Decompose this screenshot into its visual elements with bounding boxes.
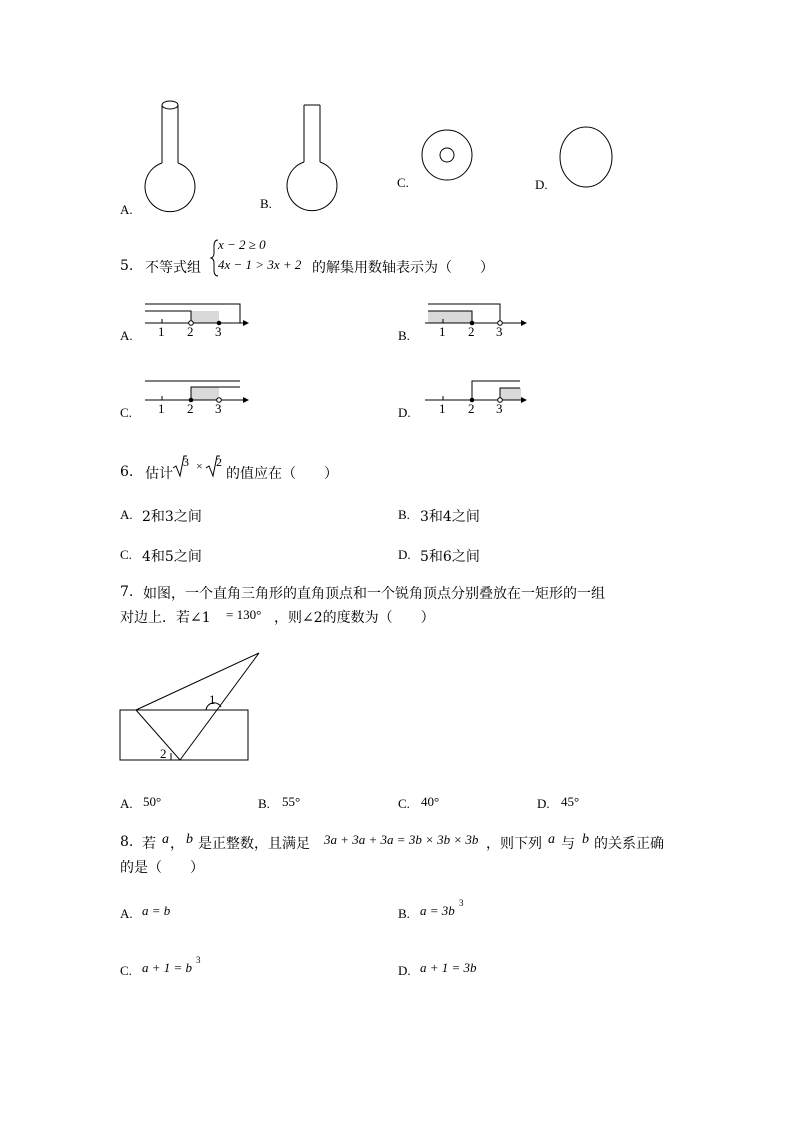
q4-option-b-letter[interactable]: B. bbox=[260, 196, 272, 211]
q4-option-b-figure bbox=[282, 104, 342, 214]
q5-a-tick-2: 2 bbox=[187, 324, 194, 339]
q6-times: × bbox=[196, 459, 203, 473]
q6-option-c-text[interactable]: 4和5之间 bbox=[142, 549, 202, 565]
q8-option-d-letter[interactable]: D. bbox=[398, 963, 411, 978]
q5-d-tick-2: 2 bbox=[468, 401, 475, 416]
q8-var-a2: a bbox=[548, 832, 555, 847]
q4-option-c-figure bbox=[420, 128, 474, 182]
q4-option-d-letter[interactable]: D. bbox=[535, 177, 548, 192]
q6-option-b-text[interactable]: 3和4之间 bbox=[420, 509, 480, 525]
q6-option-a-text[interactable]: 2和3之间 bbox=[142, 509, 202, 525]
q7-number: 7. bbox=[120, 584, 134, 600]
q4-option-a-figure bbox=[140, 95, 200, 220]
q7-option-c-letter[interactable]: C. bbox=[398, 796, 410, 811]
q8-comma: ， bbox=[170, 836, 184, 852]
q6-option-b-letter[interactable]: B. bbox=[398, 507, 410, 522]
q5-option-a-letter[interactable]: A. bbox=[120, 328, 133, 343]
q7-angle-label-1: 1 bbox=[209, 692, 216, 707]
q8-option-b-letter[interactable]: B. bbox=[398, 906, 410, 921]
q5-b-tick-2: 2 bbox=[468, 324, 475, 339]
q8-line1-a: 若 bbox=[142, 836, 156, 852]
q8-line1-b: 是正整数，且满足 bbox=[198, 836, 310, 852]
q8-option-c-letter[interactable]: C. bbox=[120, 963, 132, 978]
q8-option-d-text[interactable]: a + 1 = 3b bbox=[420, 960, 477, 975]
q8-equation: 3a + 3a + 3a = 3b × 3b × 3b bbox=[324, 832, 479, 847]
q7-option-c-text[interactable]: 40° bbox=[421, 794, 440, 809]
q5-a-tick-1: 1 bbox=[158, 324, 165, 339]
q6-option-a-letter[interactable]: A. bbox=[120, 507, 133, 522]
q6-stem-before: 估计 bbox=[145, 466, 173, 482]
q8-var-a: a bbox=[162, 832, 169, 847]
q8-line2: 的是（ ） bbox=[120, 860, 204, 876]
q8-line1-c: ，则下列 bbox=[486, 836, 542, 852]
q5-d-tick-1: 1 bbox=[439, 401, 446, 416]
q6-stem-after: 的值应在（ ） bbox=[226, 466, 338, 482]
q6-expr-a: 3 bbox=[183, 455, 189, 469]
q8-option-b-superscript: 3 bbox=[459, 898, 464, 908]
q7-line1: 如图，一个直角三角形的直角顶点和一个锐角顶点分别叠放在一矩形的一组 bbox=[143, 586, 605, 602]
q8-var-b: b bbox=[186, 832, 193, 847]
q8-line1-e: 的关系正确 bbox=[594, 836, 664, 852]
q5-stem-before: 不等式组 bbox=[145, 260, 201, 276]
q5-number: 5. bbox=[120, 258, 134, 274]
q4-option-c-letter[interactable]: C. bbox=[397, 175, 409, 190]
q7-figure bbox=[118, 650, 263, 765]
q7-option-b-text[interactable]: 55° bbox=[282, 794, 301, 809]
q7-option-a-letter[interactable]: A. bbox=[120, 796, 133, 811]
q7-line2-after: ，则∠2的度数为（ ） bbox=[274, 610, 435, 626]
q5-system-line1: x − 2 ≥ 0 bbox=[218, 237, 266, 252]
q5-c-tick-1: 1 bbox=[158, 401, 165, 416]
q8-option-b-text[interactable]: a = 3b bbox=[420, 903, 455, 918]
q8-line1-d: 与 bbox=[561, 836, 575, 852]
q5-c-tick-3: 3 bbox=[215, 401, 222, 416]
q7-angle-label-2: 2 bbox=[160, 746, 167, 761]
q4-option-a-letter[interactable]: A. bbox=[120, 202, 133, 217]
q7-line2-eq: = 130° bbox=[226, 607, 262, 622]
q5-option-b-letter[interactable]: B. bbox=[398, 328, 410, 343]
q7-option-b-letter[interactable]: B. bbox=[258, 796, 270, 811]
q5-d-tick-3: 3 bbox=[496, 401, 503, 416]
q6-number: 6. bbox=[120, 464, 134, 480]
q5-system-line2: 4x − 1 > 3x + 2 bbox=[218, 257, 302, 272]
q8-option-a-letter[interactable]: A. bbox=[120, 906, 133, 921]
q5-b-tick-1: 1 bbox=[439, 324, 446, 339]
q5-option-d-letter[interactable]: D. bbox=[398, 405, 411, 420]
q8-number: 8. bbox=[120, 834, 134, 850]
q7-option-d-letter[interactable]: D. bbox=[537, 796, 550, 811]
q8-option-c-text[interactable]: a + 1 = b bbox=[142, 960, 193, 975]
q5-option-c-letter[interactable]: C. bbox=[120, 405, 132, 420]
q6-option-d-text[interactable]: 5和6之间 bbox=[420, 549, 480, 565]
q8-option-a-text[interactable]: a = b bbox=[142, 903, 171, 918]
q8-option-c-superscript: 3 bbox=[196, 955, 201, 965]
q5-stem-after: 的解集用数轴表示为（ ） bbox=[312, 260, 494, 276]
q4-option-d-figure bbox=[558, 126, 614, 188]
q5-a-tick-3: 3 bbox=[215, 324, 222, 339]
q5-b-tick-3: 3 bbox=[496, 324, 503, 339]
q6-option-d-letter[interactable]: D. bbox=[398, 547, 411, 562]
q6-expr-b: 2 bbox=[216, 455, 222, 469]
q7-line2-before: 对边上．若∠1 bbox=[120, 610, 211, 626]
q5-c-tick-2: 2 bbox=[187, 401, 194, 416]
q6-option-c-letter[interactable]: C. bbox=[120, 547, 132, 562]
q7-option-d-text[interactable]: 45° bbox=[561, 794, 580, 809]
q7-option-a-text[interactable]: 50° bbox=[143, 794, 162, 809]
q8-var-b2: b bbox=[582, 832, 589, 847]
